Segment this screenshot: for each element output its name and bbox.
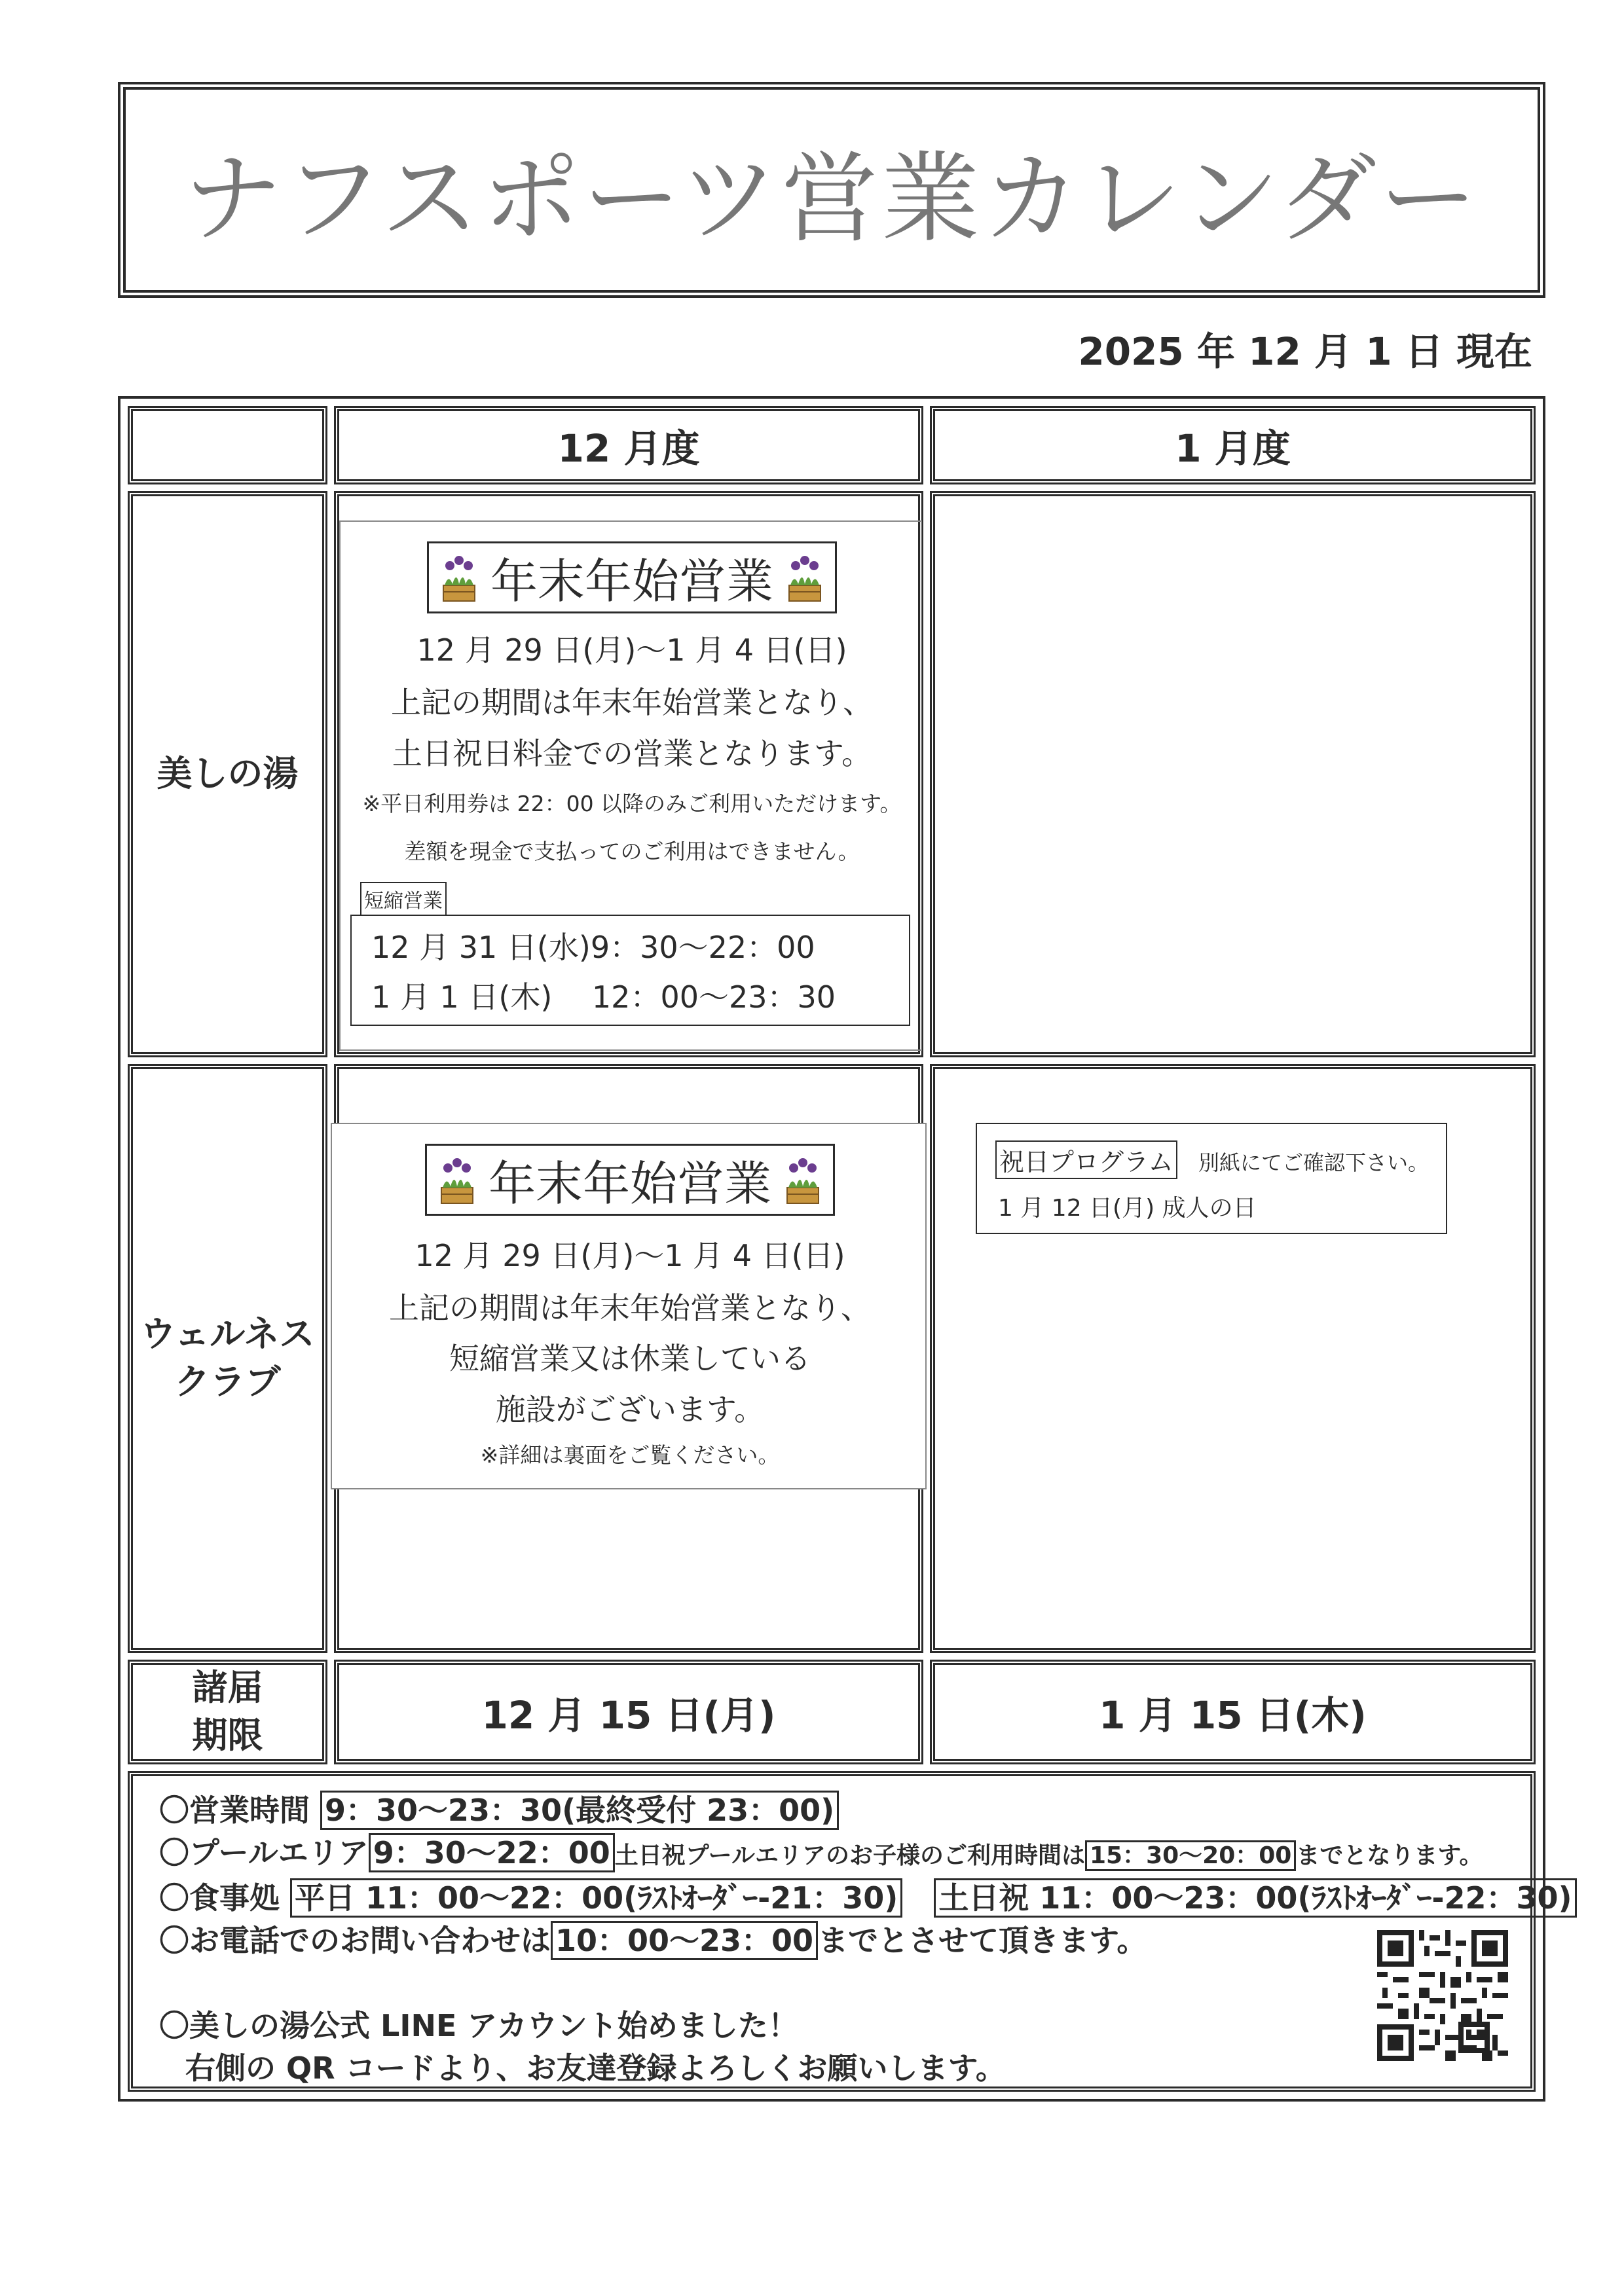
- holiday-program-note: 別紙にてご確認下さい。: [1198, 1150, 1430, 1175]
- short-hours-label: 短縮営業: [360, 882, 447, 916]
- holiday-program-box: [976, 1123, 1447, 1234]
- phone-post: までとさせて頂きます。: [818, 1923, 1147, 1958]
- qr-code-icon[interactable]: [1377, 1930, 1508, 2061]
- wellness-line1: 上記の期間は年末年始営業となり、: [389, 1290, 871, 1326]
- utsukushi-heading-box: [427, 541, 837, 613]
- phone-pre: 〇お電話でのお問い合わせは: [159, 1923, 551, 1958]
- kadomatsu-icon: [437, 1154, 477, 1206]
- spacer: [159, 1962, 1515, 2005]
- wellness-line2: 短縮営業又は休業している: [449, 1341, 811, 1376]
- as-of-date: 2025 年 12 月 1 日 現在: [1078, 329, 1532, 374]
- pool-area-hours: 9：30～22：00: [369, 1833, 615, 1872]
- pool-area-row: [159, 1832, 1515, 1877]
- business-hours-value: 9：30～23：30(最終受付 23：00): [320, 1791, 839, 1830]
- kadomatsu-icon: [785, 551, 824, 604]
- restaurant-row: [159, 1877, 1572, 1920]
- business-hours-label: 〇営業時間: [159, 1793, 310, 1828]
- wellness-heading: 年末年始営業: [488, 1156, 771, 1211]
- utsukushi-notice-box: [339, 520, 922, 1051]
- utsukushi-line1: 上記の期間は年末年始営業となり、: [391, 685, 873, 720]
- phone-hours: 10：00～23：00: [551, 1921, 818, 1960]
- utsukushi-january-cell: [930, 491, 1536, 1057]
- december-label: 12 月度: [557, 426, 700, 471]
- notes-list: [159, 1789, 1572, 2090]
- title-box: [118, 82, 1545, 298]
- row-label-wellness-2: クラブ: [174, 1361, 281, 1402]
- phone-row: [159, 1920, 1515, 1962]
- header-corner-cell: [128, 406, 327, 484]
- row-label-deadline-cell: [128, 1660, 327, 1764]
- wellness-notice-box: [331, 1123, 927, 1489]
- row-label-deadline-2: 期限: [192, 1715, 263, 1756]
- wellness-note: ※詳細は裏面をご覧ください。: [480, 1442, 780, 1468]
- pool-kids-text: 土日祝プールエリアのお子様のご利用時間は: [614, 1842, 1085, 1869]
- deadline-december: 12 月 15 日(月): [481, 1693, 776, 1738]
- kadomatsu-icon: [439, 551, 479, 604]
- restaurant-weekend-hours: 土日祝 11：00～23：00(ﾗｽﾄｵｰﾀﾞｰ-22：30): [934, 1878, 1576, 1918]
- restaurant-label: 〇食事処: [159, 1880, 280, 1916]
- wellness-period: 12 月 29 日(月)～1 月 4 日(日): [415, 1238, 845, 1273]
- holiday-program-label: 祝日プログラム: [995, 1140, 1177, 1179]
- row-label-wellness-1: ウェルネス: [140, 1313, 315, 1355]
- wellness-heading-box: [425, 1144, 835, 1216]
- row-label-utsukushi-cell: [128, 491, 327, 1057]
- wellness-line3: 施設がございます。: [495, 1392, 765, 1427]
- notes-box: [128, 1771, 1572, 2092]
- short-hours-dec31: 12 月 31 日(水)9：30～22：00: [371, 930, 815, 965]
- utsukushi-note2: 差額を現金で支払ってのご利用はできません。: [404, 839, 860, 864]
- business-hours-row: [159, 1789, 1515, 1832]
- holiday-coming-of-age: 1 月 12 日(月) 成人の日: [998, 1195, 1257, 1222]
- january-label: 1 月度: [1175, 426, 1291, 471]
- pool-area-label: 〇プールエリア: [159, 1835, 369, 1870]
- header-december: [334, 406, 923, 484]
- wellness-heading-wrap: [411, 1144, 849, 1216]
- utsukushi-heading-wrap: [416, 541, 848, 613]
- kadomatsu-icon: [783, 1154, 822, 1206]
- pool-kids-end: までとなります。: [1296, 1842, 1483, 1869]
- row-label-deadline-1: 諸届: [192, 1667, 263, 1709]
- page-title: ナフスポーツ営業カレンダー: [183, 142, 1481, 256]
- short-hours-jan1: 1 月 1 日(木) 12：00～23：30: [371, 979, 836, 1015]
- deadline-january-cell: [930, 1660, 1536, 1764]
- deadline-december-cell: [334, 1660, 923, 1764]
- header-january: [930, 406, 1536, 484]
- row-label-deadline: [193, 1664, 263, 1760]
- restaurant-weekday-hours: 平日 11：00～22：00(ﾗｽﾄｵｰﾀﾞｰ-21：30): [290, 1878, 902, 1918]
- pool-kids-hours: 15：30～20：00: [1085, 1840, 1296, 1871]
- row-label-wellness: [140, 1311, 314, 1406]
- utsukushi-period: 12 月 29 日(月)～1 月 4 日(日): [416, 632, 847, 668]
- line-account-row-2: 右側の QR コードより、お友達登録よろしくお願いします。: [185, 2050, 1006, 2086]
- row-label-wellness-cell: [128, 1064, 327, 1653]
- utsukushi-note1: ※平日利用券は 22：00 以降のみご利用いただけます。: [362, 791, 902, 816]
- row-label-utsukushi: 美しの湯: [157, 753, 299, 795]
- deadline-january: 1 月 15 日(木): [1099, 1693, 1367, 1738]
- line-account-row-1: 〇美しの湯公式 LINE アカウント始めました！: [159, 2008, 798, 2043]
- utsukushi-heading: 年末年始営業: [490, 554, 773, 609]
- utsukushi-line2: 土日祝日料金での営業となります。: [392, 736, 872, 771]
- short-hours-box: [350, 915, 910, 1026]
